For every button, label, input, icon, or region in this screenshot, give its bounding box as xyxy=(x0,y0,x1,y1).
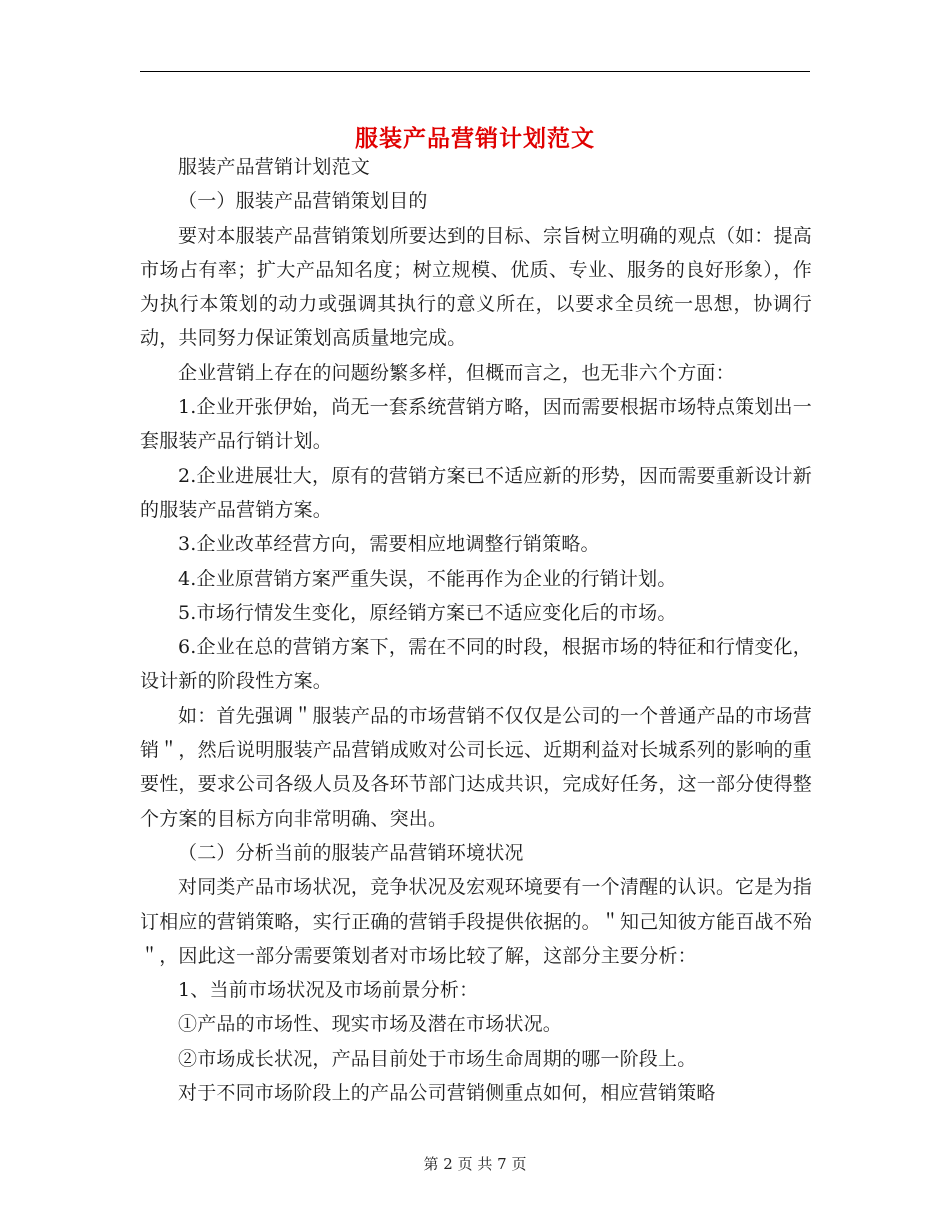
list-item: 4.企业原营销方案严重失误，不能再作为企业的行销计划。 xyxy=(178,567,677,590)
document-title: 服装产品营销计划范文 xyxy=(355,125,595,153)
paragraph: 对同类产品市场状况，竞争状况及宏观环境要有一个清醒的认识。它是为指订相应的营销策略，实行正确的营销手段提供依据的。＂知己知彼方能百战不殆＂，因此这一部分需要策划者对市场比较了解，这部分主要分析： xyxy=(140,876,813,967)
section-heading-1: （一）服装产品营销策划目的 xyxy=(178,190,428,213)
paragraph: 要对本服装产品营销策划所要达到的目标、宗旨树立明确的观点（如：提高市场占有率；扩大产品知名度；树立规模、优质、专业、服务的良好形象），作为执行本策划的动力或强调其执行的意义所在，以要求全员统一思想，协调行动，共同努力保证策划高质量地完成。 xyxy=(140,224,812,350)
list-item: 6.企业在总的营销方案下，需在不同的时段，根据市场的特征和行情变化，设计新的阶段性方案。 xyxy=(140,636,812,693)
list-item: 5.市场行情发生变化，原经销方案已不适应变化后的市场。 xyxy=(178,601,677,624)
header-rule xyxy=(140,71,810,72)
paragraph-subtitle: 服装产品营销计划范文 xyxy=(178,156,371,178)
list-item: 2.企业进展壮大，原有的营销方案已不适应新的形势，因而需要重新设计新的服装产品营销方案。 xyxy=(140,464,812,521)
list-item: ②市场成长状况，产品目前处于市场生命周期的哪一阶段上。 xyxy=(178,1047,697,1070)
paragraph: 企业营销上存在的问题纷繁多样，但概而言之，也无非六个方面： xyxy=(178,361,735,384)
page-number: 第 2 页 共 7 页 xyxy=(423,1155,527,1173)
document-body xyxy=(140,150,812,1110)
list-item: 3.企业改革经营方向，需要相应地调整行销策略。 xyxy=(178,533,600,556)
paragraph: 对于不同市场阶段上的产品公司营销侧重点如何，相应营销策略 xyxy=(178,1082,716,1105)
paragraph: 如：首先强调＂服装产品的市场营销不仅仅是公司的一个普通产品的市场营销＂，然后说明服装产品营销成败对公司长远、近期利益对长城系列的影响的重要性，要求公司各级人员及各环节部门达成共识，完成好任务，这一部分使得整个方案的目标方向非常明确、突出。 xyxy=(140,704,813,830)
list-item: 1.企业开张伊始，尚无一套系统营销方略，因而需要根据市场特点策划出一套服装产品行销计划。 xyxy=(140,396,812,453)
list-item: ①产品的市场性、现实市场及潜在市场状况。 xyxy=(178,1013,563,1036)
subsection-heading: 1、当前市场状况及市场前景分析： xyxy=(178,979,479,1002)
section-heading-2: （二）分析当前的服装产品营销环境状况 xyxy=(178,841,524,864)
